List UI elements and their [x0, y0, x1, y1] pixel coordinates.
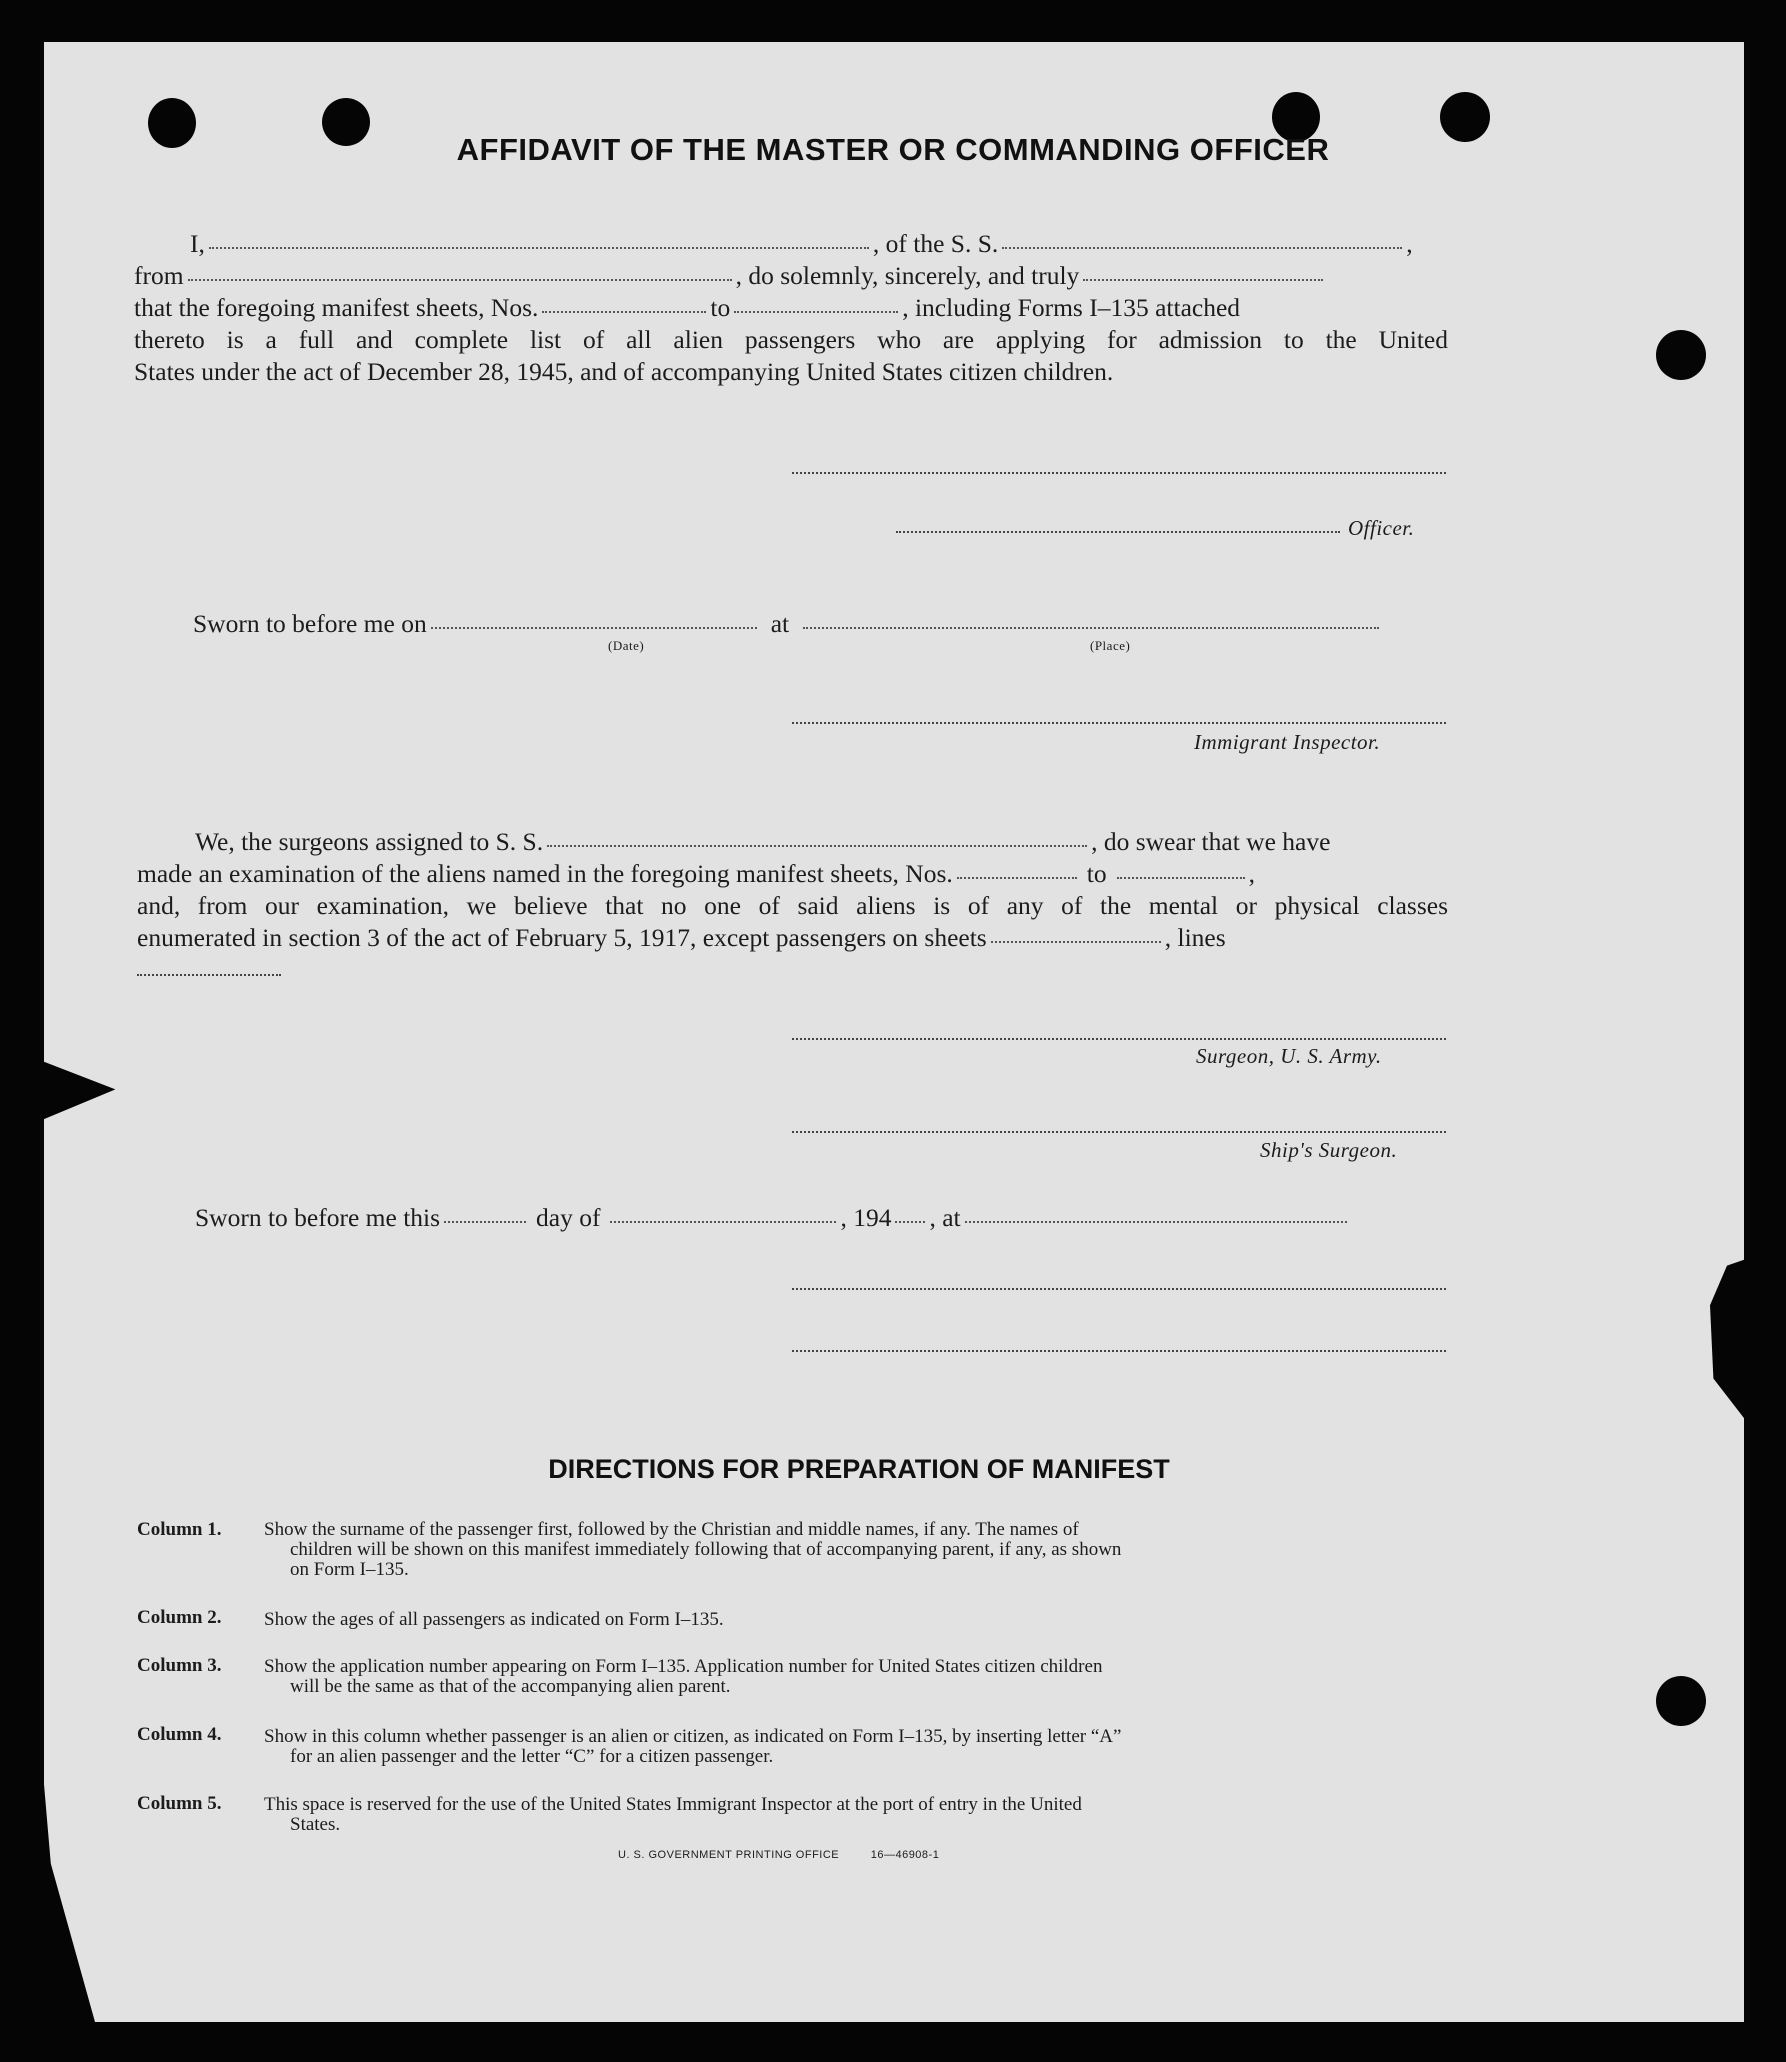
affidavit-line-1 [190, 228, 1413, 260]
punch-hole [1656, 1676, 1706, 1726]
ship-surgeon-signature-line[interactable] [792, 1131, 1446, 1133]
month-blank[interactable] [610, 1221, 836, 1223]
sworn-line-2 [195, 1202, 1351, 1234]
text: enumerated in section 3 of the act of February 5, 1917, except passengers on sheets [137, 923, 987, 952]
text-line: will be the same as that of the accompanying alien parent. [290, 1676, 731, 1697]
surgeons-line-4 [137, 922, 1226, 954]
column-2-label: Column 2. [137, 1607, 222, 1628]
sworn-signature-line-2[interactable] [792, 1350, 1446, 1352]
directions-title: DIRECTIONS FOR PREPARATION OF MANIFEST [548, 1454, 1170, 1484]
form-code: 16—46908-1 [870, 1849, 940, 1861]
printing-office-footer [618, 1849, 939, 1861]
affidavit-line-5: States under the act of December 28, 1945, and of accompanying United States citizen children. [134, 357, 1114, 386]
text-line: States. [290, 1814, 341, 1835]
text: , [1406, 229, 1413, 258]
text: made an examination of the aliens named in the foregoing manifest sheets, Nos. [137, 859, 953, 888]
text: that the foregoing manifest sheets, Nos. [134, 293, 539, 322]
text: , [1248, 859, 1255, 888]
year-blank[interactable] [895, 1221, 925, 1223]
text: from [134, 261, 184, 290]
sheet-from-blank[interactable] [542, 311, 706, 313]
ship-name-blank[interactable] [1002, 247, 1402, 249]
column-1-label: Column 1. [137, 1519, 222, 1540]
surgeon-sheet-to-blank[interactable] [1117, 877, 1245, 879]
text: , do solemnly, sincerely, and truly [735, 261, 1080, 290]
text: Sworn to before me on [193, 609, 427, 638]
port-blank[interactable] [188, 279, 732, 281]
inspector-label: Immigrant Inspector. [1194, 730, 1381, 754]
column-3-label: Column 3. [137, 1655, 222, 1676]
army-surgeon-label: Surgeon, U. S. Army. [1196, 1044, 1382, 1068]
surgeon-sheet-from-blank[interactable] [957, 877, 1077, 879]
sworn-signature-line-1[interactable] [792, 1288, 1446, 1290]
lines-blank[interactable] [137, 974, 281, 976]
sheet-to-blank[interactable] [734, 311, 898, 313]
text-line: Show the application number appearing on Form I–135. Application number for United States citizen children [264, 1656, 1103, 1677]
text: day of [536, 1203, 601, 1232]
oath-blank[interactable] [1083, 279, 1323, 281]
surgeons-line-3: and, from our examination, we believe that no one of said aliens is of any of the mental or physical classes [137, 891, 1448, 920]
army-surgeon-signature-line[interactable] [792, 1038, 1446, 1040]
column-4-label: Column 4. [137, 1724, 222, 1745]
text-line: This space is reserved for the use of the United States Immigrant Inspector at the port of entry in the United [264, 1794, 1082, 1815]
surgeons-line-2 [137, 858, 1255, 890]
affidavit-line-3 [134, 292, 1240, 324]
punch-hole [1656, 330, 1706, 380]
text-line: Show in this column whether passenger is an alien or citizen, as indicated on Form I–135, by inserting letter “A” [264, 1726, 1122, 1747]
name-blank[interactable] [209, 247, 869, 249]
text-line: on Form I–135. [290, 1559, 409, 1580]
signature-line[interactable] [792, 472, 1446, 474]
column-4-text [264, 1727, 1450, 1767]
text: at [770, 609, 790, 638]
text: , at [929, 1203, 961, 1232]
printing-office: U. S. GOVERNMENT PRINTING OFFICE [618, 1849, 840, 1861]
column-5-label: Column 5. [137, 1793, 222, 1814]
column-1-text [264, 1520, 1450, 1580]
column-5-text [264, 1795, 1450, 1835]
text: , 194 [840, 1203, 892, 1232]
text-line: Show the ages of all passengers as indicated on Form I–135. [264, 1609, 724, 1630]
text: , do swear that we have [1091, 827, 1331, 856]
affidavit-line-4: thereto is a full and complete list of all alien passengers who are applying for admission to the United [134, 325, 1448, 354]
text: , including Forms I–135 attached [902, 293, 1241, 322]
inspector-signature-line[interactable] [792, 722, 1446, 724]
sworn-line-1 [193, 608, 1383, 640]
day-blank[interactable] [444, 1221, 526, 1223]
ship-surgeon-label: Ship's Surgeon. [1260, 1138, 1398, 1162]
text: to [1086, 859, 1107, 888]
text: I, [190, 229, 205, 258]
text: We, the surgeons assigned to S. S. [195, 827, 544, 856]
affidavit-title: AFFIDAVIT OF THE MASTER OR COMMANDING OFFICER [456, 132, 1330, 167]
text-line: children will be shown on this manifest immediately following that of accompanying parent, if any, as shown [290, 1539, 1122, 1560]
officer-label: Officer. [1348, 516, 1415, 540]
place-label: (Place) [1090, 638, 1131, 653]
text: Sworn to before me this [195, 1203, 441, 1232]
date-blank[interactable] [431, 627, 757, 629]
text-line: Show the surname of the passenger first, followed by the Christian and middle names, if any. The names of [264, 1519, 1079, 1540]
sworn-place-blank[interactable] [965, 1221, 1347, 1223]
place-blank[interactable] [803, 627, 1379, 629]
surgeon-ship-blank[interactable] [547, 845, 1087, 847]
text: , of the S. S. [872, 229, 999, 258]
date-label: (Date) [608, 638, 645, 653]
text-line: for an alien passenger and the letter “C” for a citizen passenger. [290, 1746, 774, 1767]
text: , lines [1164, 923, 1226, 952]
column-3-text [264, 1657, 1450, 1697]
except-sheets-blank[interactable] [991, 941, 1161, 943]
affidavit-line-2 [134, 260, 1327, 292]
officer-signature-line[interactable] [896, 531, 1340, 533]
surgeons-line-1 [195, 826, 1330, 858]
text: to [710, 293, 731, 322]
column-2-text [264, 1610, 1450, 1630]
